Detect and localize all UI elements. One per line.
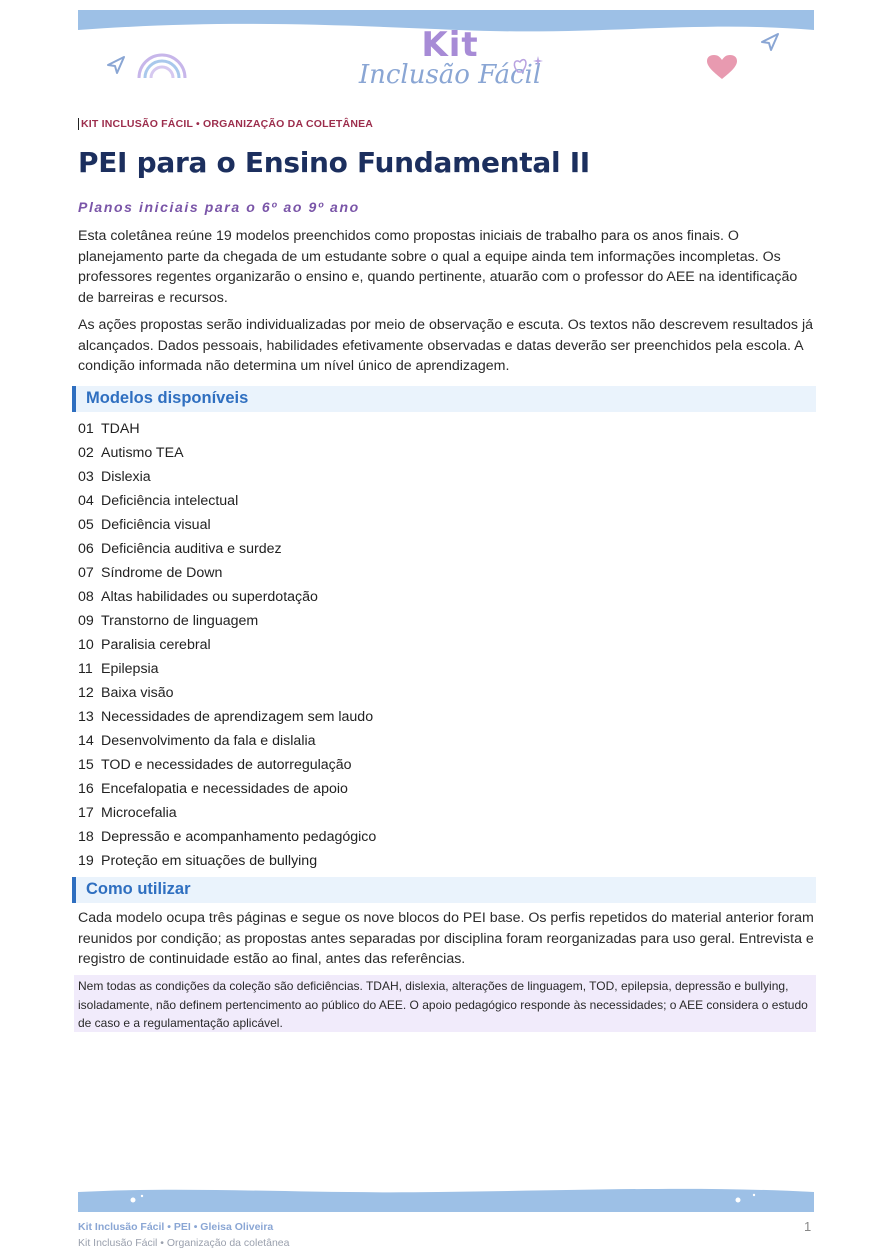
section-heading-text: Como utilizar xyxy=(86,880,191,898)
model-number: 18 xyxy=(78,829,94,845)
list-item xyxy=(78,850,376,874)
page-title: PEI para o Ensino Fundamental II xyxy=(78,146,590,179)
footer-credit: Kit Inclusão Fácil • PEI • Gleisa Oliveira xyxy=(78,1221,274,1233)
models-list xyxy=(78,418,376,874)
model-label: Transtorno de linguagem xyxy=(101,613,259,629)
list-item xyxy=(78,442,376,466)
list-item xyxy=(78,682,376,706)
model-number: 13 xyxy=(78,709,94,725)
model-label: Encefalopatia e necessidades de apoio xyxy=(101,781,348,797)
heart-icon xyxy=(706,54,738,80)
intro-paragraph: Esta coletânea reúne 19 modelos preenchidos como propostas iniciais de trabalho para os anos finais. O planejamento parte da chegada de um estudante sobre o qual a equipe ainda tem informações incompletas. Os professores regentes organizarão o ensino e, quando pertinente, atuarão com o professor do AEE na identificação de barreiras e recursos. xyxy=(78,228,798,306)
model-number: 05 xyxy=(78,517,94,533)
model-number: 02 xyxy=(78,445,94,461)
model-label: TDAH xyxy=(101,421,140,437)
list-item xyxy=(78,802,376,826)
model-label: Paralisia cerebral xyxy=(101,637,211,653)
model-number: 15 xyxy=(78,757,94,773)
model-label: Depressão e acompanhamento pedagógico xyxy=(101,829,377,845)
actions-paragraph: As ações propostas serão individualizadas por meio de observação e escuta. Os textos não descrevem resultados já alcançados. Dados pessoais, habilidades efetivamente observadas e datas deverão ser preenchidos pela escola. A condição informada não determina um nível único de aprendizagem. xyxy=(78,317,813,374)
note-box: Nem todas as condições da coleção são deficiências. TDAH, dislexia, alterações de linguagem, TOD, epilepsia, depressão e bullying, isoladamente, não definem pertencimento ao público do AEE. O apoio pedagógico responde às necessidades; o AEE considera o estudo de caso e a regulamentação aplicável. xyxy=(74,975,816,1032)
sparkle-icon xyxy=(510,50,546,80)
model-label: Deficiência intelectual xyxy=(101,493,239,509)
model-label: Deficiência auditiva e surdez xyxy=(101,541,282,557)
list-item xyxy=(78,634,376,658)
list-item xyxy=(78,466,376,490)
rainbow-icon xyxy=(135,48,189,78)
model-number: 06 xyxy=(78,541,94,557)
footer-wave-decoration xyxy=(78,1186,814,1212)
list-item xyxy=(78,418,376,442)
model-label: Autismo TEA xyxy=(101,445,184,461)
list-item xyxy=(78,778,376,802)
page-number: 1 xyxy=(804,1219,812,1234)
model-label: Dislexia xyxy=(101,469,151,485)
model-number: 07 xyxy=(78,565,94,581)
model-number: 08 xyxy=(78,589,94,605)
list-item xyxy=(78,490,376,514)
list-item xyxy=(78,730,376,754)
model-number: 04 xyxy=(78,493,94,509)
model-number: 14 xyxy=(78,733,94,749)
model-number: 10 xyxy=(78,637,94,653)
section-heading-models xyxy=(72,386,816,412)
model-number: 12 xyxy=(78,685,94,701)
kicker-label: KIT INCLUSÃO FÁCIL • ORGANIZAÇÃO DA COLETÂNEA xyxy=(78,118,373,130)
list-item xyxy=(78,538,376,562)
model-label: Microcefalia xyxy=(101,805,177,821)
model-number: 09 xyxy=(78,613,94,629)
paper-plane-icon xyxy=(760,32,780,52)
model-label: Altas habilidades ou superdotação xyxy=(101,589,318,605)
model-number: 01 xyxy=(78,421,94,437)
list-item xyxy=(78,586,376,610)
model-number: 19 xyxy=(78,853,94,869)
logo-subtitle-text: Inclusão Fácil xyxy=(358,60,542,90)
model-label: Desenvolvimento da fala e dislalia xyxy=(101,733,316,749)
list-item xyxy=(78,706,376,730)
section-heading-text: Modelos disponíveis xyxy=(86,389,249,407)
model-label: Proteção em situações de bullying xyxy=(101,853,318,869)
logo-kit-text: Kit xyxy=(421,25,479,65)
list-item xyxy=(78,658,376,682)
model-label: Deficiência visual xyxy=(101,517,211,533)
model-label: Baixa visão xyxy=(101,685,174,701)
model-number: 11 xyxy=(78,661,93,677)
footer-collection: Kit Inclusão Fácil • Organização da coletânea xyxy=(78,1237,290,1249)
page-subtitle: Planos iniciais para o 6º ao 9º ano xyxy=(78,199,360,215)
model-label: Epilepsia xyxy=(101,661,159,677)
usage-paragraph: Cada modelo ocupa três páginas e segue os nove blocos do PEI base. Os perfis repetidos do material anterior foram reunidos por condição; as propostas antes separadas por disciplina foram reorganizadas para uso geral. Entrevista e registro de continuidade estão ao final, antes das referências. xyxy=(78,910,814,967)
model-number: 03 xyxy=(78,469,94,485)
list-item xyxy=(78,514,376,538)
model-number: 16 xyxy=(78,781,94,797)
model-label: TOD e necessidades de autorregulação xyxy=(101,757,352,773)
paper-plane-icon xyxy=(106,55,126,75)
model-label: Necessidades de aprendizagem sem laudo xyxy=(101,709,374,725)
list-item xyxy=(78,610,376,634)
model-number: 17 xyxy=(78,805,94,821)
section-heading-usage xyxy=(72,877,816,903)
list-item xyxy=(78,562,376,586)
model-label: Síndrome de Down xyxy=(101,565,223,581)
list-item xyxy=(78,826,376,850)
list-item xyxy=(78,754,376,778)
